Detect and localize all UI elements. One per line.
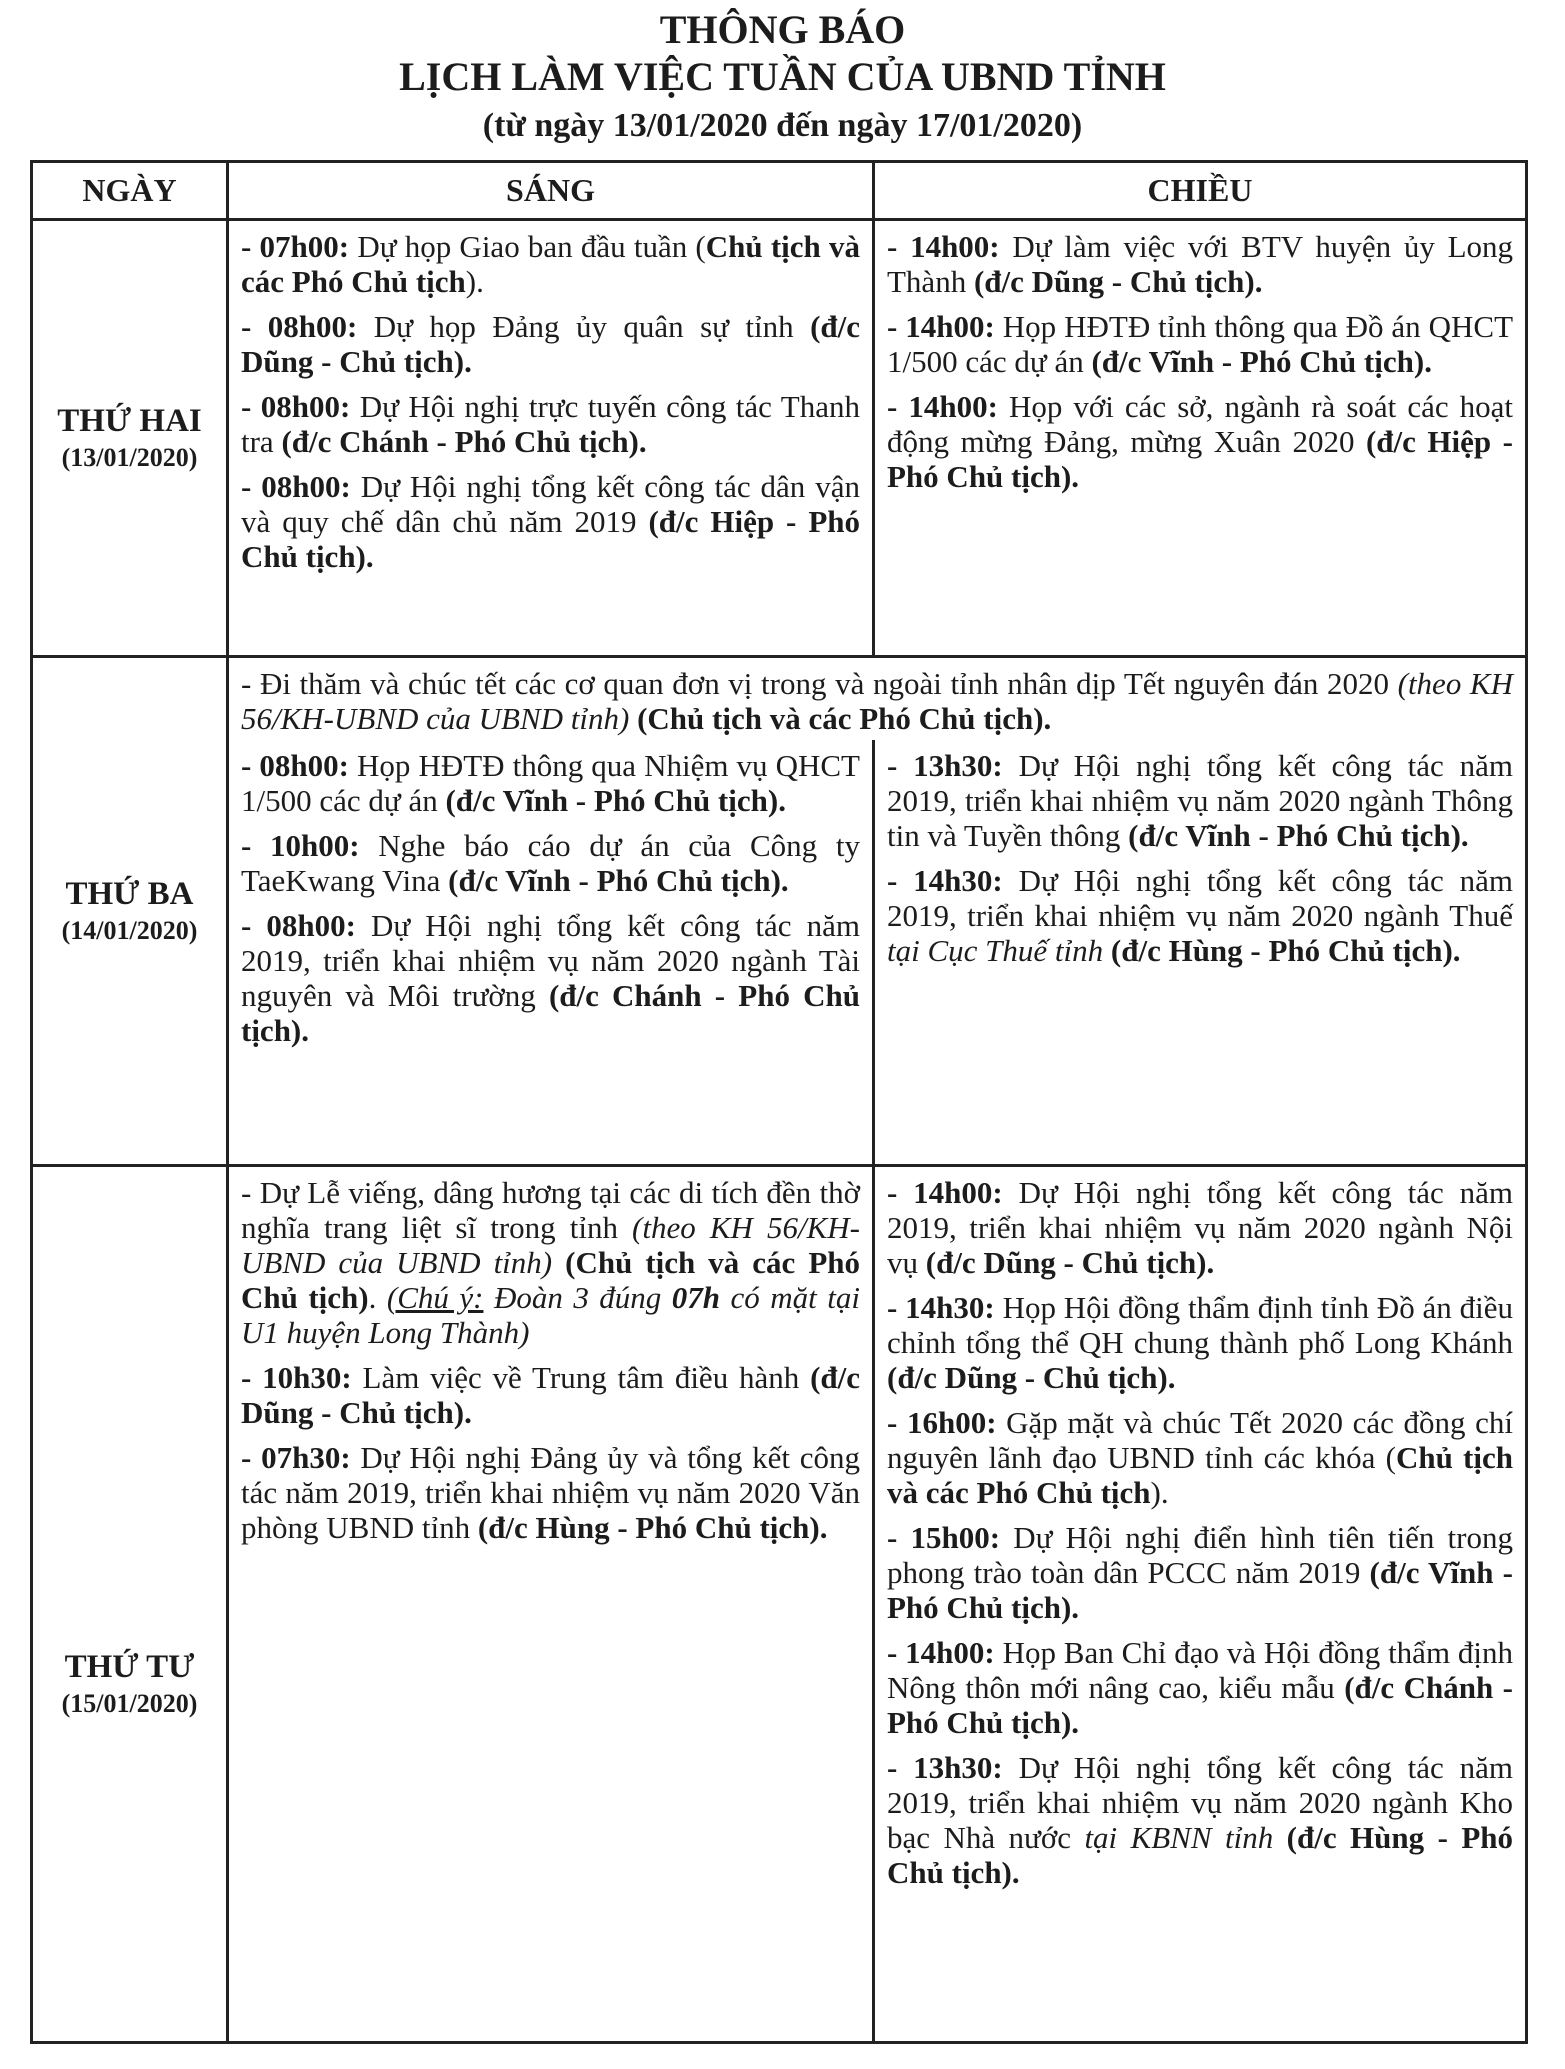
table-row-monday — [32, 220, 1527, 657]
morning-cell — [228, 1165, 874, 2042]
schedule-item: - 16h00: Gặp mặt và chúc Tết 2020 các đồng chí nguyên lãnh đạo UBND tỉnh các khóa (Chủ tịch và các Phó Chủ tịch). — [887, 1404, 1514, 1510]
document-title: THÔNG BÁO — [659, 7, 906, 52]
day-date: (13/01/2020) — [61, 443, 198, 472]
document-subtitle: LỊCH LÀM VIỆC TUẦN CỦA UBND TỈNH — [399, 54, 1166, 99]
afternoon-cell — [874, 220, 1527, 657]
day-name: THỨ TƯ — [64, 1648, 195, 1685]
schedule-item: - 15h00: Dự Hội nghị điển hình tiên tiến trong phong trào toàn dân PCCC năm 2019 (đ/c Vĩnh - Phó Chủ tịch). — [887, 1519, 1513, 1625]
morning-cell — [228, 220, 874, 657]
schedule-item: - 08h00: Dự Hội nghị trực tuyến công tác Thanh tra (đ/c Chánh - Phó Chủ tịch). — [241, 389, 860, 459]
schedule-item: - 08h00: Họp HĐTĐ thông qua Nhiệm vụ QHCT 1/500 các dự án (đ/c Vĩnh - Phó Chủ tịch). — [241, 748, 860, 818]
day-cell — [32, 220, 228, 657]
schedule-item: - 14h00: Dự Hội nghị tổng kết công tác năm 2019, triển khai nhiệm vụ năm 2020 ngành Nội vụ (đ/c Dũng - Chủ tịch). — [887, 1174, 1513, 1280]
afternoon-cell — [874, 1165, 1527, 2042]
table-header-row — [32, 162, 1527, 220]
schedule-item: - 10h00: Nghe báo cáo dự án của Công ty TaeKwang Vina (đ/c Vĩnh - Phó Chủ tịch). — [241, 828, 860, 898]
date-range: (từ ngày 13/01/2020 đến ngày 17/01/2020) — [482, 107, 1083, 144]
schedule-item: - 14h30: Dự Hội nghị tổng kết công tác năm 2019, triển khai nhiệm vụ năm 2020 ngành Thuế tại Cục Thuế tỉnh (đ/c Hùng - Phó Chủ tịch). — [887, 863, 1513, 968]
schedule-item: - 14h00: Họp Ban Chỉ đạo và Hội đồng thẩm định Nông thôn mới nâng cao, kiểu mẫu (đ/c Chánh - Phó Chủ tịch). — [887, 1634, 1514, 1740]
schedule-item: - 13h30: Dự Hội nghị tổng kết công tác năm 2019, triển khai nhiệm vụ năm 2020 ngành Kho bạc Nhà nước tại KBNN tỉnh (đ/c Hùng - Phó Chủ tịch). — [887, 1749, 1514, 1890]
schedule-item: - 07h00: Dự họp Giao ban đầu tuần (Chủ tịch và các Phó Chủ tịch). — [241, 229, 860, 299]
schedule-item: - 14h00: Họp HĐTĐ tỉnh thông qua Đồ án QHCT 1/500 các dự án (đ/c Vĩnh - Phó Chủ tịch). — [887, 309, 1514, 379]
day-cell — [32, 1165, 228, 2042]
afternoon-cell — [874, 740, 1527, 1165]
table-row-wednesday — [32, 1165, 1527, 2042]
schedule-item: - 10h30: Làm việc về Trung tâm điều hành (đ/c Dũng - Chủ tịch). — [241, 1359, 860, 1430]
schedule-item: - 08h00: Dự họp Đảng ủy quân sự tỉnh (đ/c Dũng - Chủ tịch). — [241, 309, 861, 379]
schedule-item: - 08h00: Dự Hội nghị tổng kết công tác năm 2019, triển khai nhiệm vụ năm 2020 ngành Tài nguyên và Môi trường (đ/c Chánh - Phó Chủ tịch). — [241, 908, 860, 1048]
schedule-item: - 14h00: Dự làm việc với BTV huyện ủy Long Thành (đ/c Dũng - Chủ tịch). — [887, 229, 1514, 299]
schedule-item: - Dự Lễ viếng, dâng hương tại các di tích đền thờ nghĩa trang liệt sĩ trong tỉnh (theo KH 56/KH-UBND của UBND tỉnh) (Chủ tịch và các Phó Chủ tịch). (Chú ý: Đoàn 3 đúng 07h có mặt tại U1 huyện Long Thành) — [241, 1174, 860, 1350]
day-date: (14/01/2020) — [61, 915, 198, 945]
day-name: THỨ BA — [65, 875, 194, 912]
day-cell — [32, 657, 228, 1166]
all-day-cell: - Đi thăm và chúc tết các cơ quan đơn vị trong và ngoài tỉnh nhân dịp Tết nguyên đán 2020 (theo KH 56/KH-UBND của UBND tỉnh) (Chủ tịch và các Phó Chủ tịch). — [228, 657, 1527, 741]
schedule-item: - 07h30: Dự Hội nghị Đảng ủy và tổng kết công tác năm 2019, triển khai nhiệm vụ năm 2020 Văn phòng UBND tỉnh (đ/c Hùng - Phó Chủ tịch). — [241, 1439, 860, 1545]
schedule-item: - 08h00: Dự Hội nghị tổng kết công tác dân vận và quy chế dân chủ năm 2019 (đ/c Hiệp - Phó Chủ tịch). — [241, 469, 860, 574]
column-header-afternoon: CHIỀU — [874, 162, 1527, 220]
table-row-tuesday — [32, 740, 1527, 1165]
morning-cell — [228, 740, 874, 1165]
day-date: (15/01/2020) — [61, 1688, 198, 1718]
table-row-tuesday-allday — [32, 657, 1527, 741]
note-label: (Chú ý: — [386, 1279, 484, 1315]
column-header-morning: SÁNG — [228, 162, 874, 220]
schedule-item: - 14h30: Họp Hội đồng thẩm định tỉnh Đồ án điều chỉnh tổng thể QH chung thành phố Long Khánh (đ/c Dũng - Chủ tịch). — [887, 1289, 1514, 1395]
schedule-item: - 14h00: Họp với các sở, ngành rà soát các hoạt động mừng Đảng, mừng Xuân 2020 (đ/c Hiệp - Phó Chủ tịch). — [887, 389, 1513, 494]
column-header-day: NGÀY — [32, 162, 228, 220]
day-name: THỨ HAI — [57, 403, 202, 439]
schedule-item: - 13h30: Dự Hội nghị tổng kết công tác năm 2019, triển khai nhiệm vụ năm 2020 ngành Thông tin và Tuyền thông (đ/c Vĩnh - Phó Chủ tịch). — [887, 748, 1513, 853]
weekly-schedule-table — [30, 160, 1528, 2044]
